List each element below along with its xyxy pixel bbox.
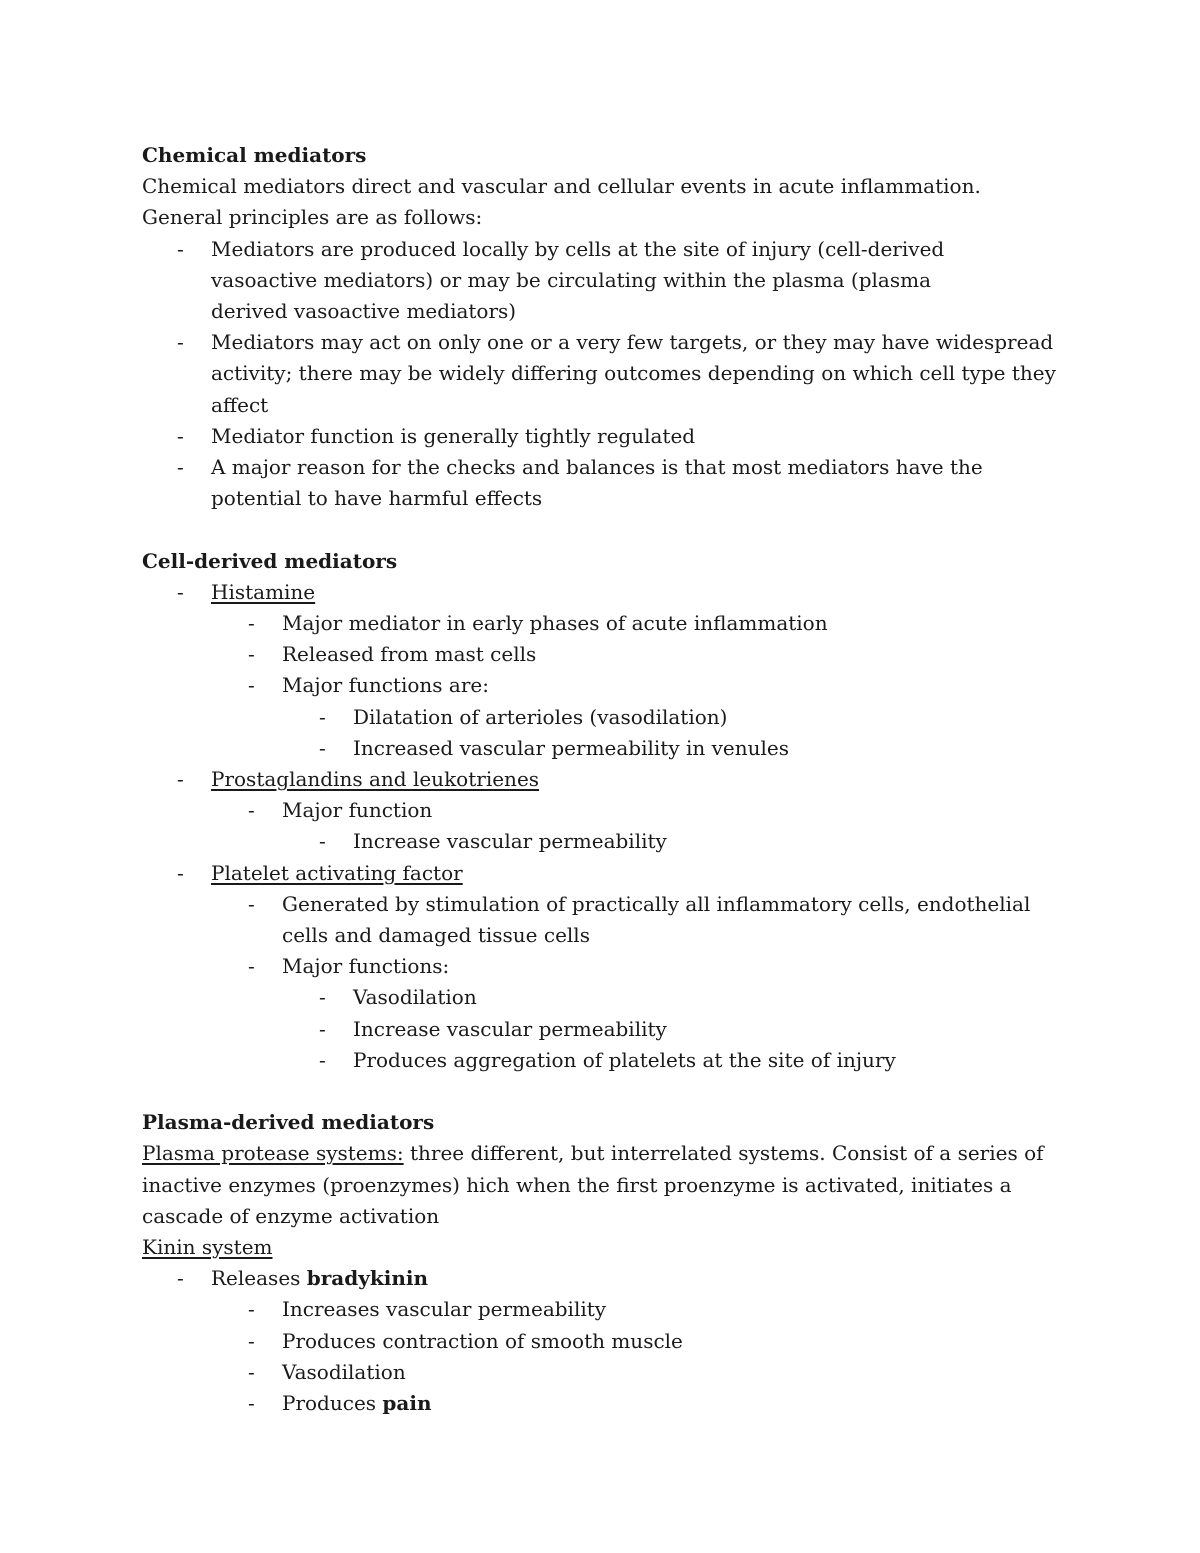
list-item-paf [142, 858, 1072, 889]
section-heading-cell-derived-mediators: Cell-derived mediators [142, 548, 398, 573]
spacer [142, 1076, 1072, 1107]
histamine-functions [142, 702, 1072, 764]
pain-prefix: Produces [282, 1391, 383, 1416]
point-text: Major mediator in early phases of acute inflammation [282, 611, 828, 636]
pain-term: pain [382, 1391, 432, 1416]
point-text: Released from mast cells [282, 642, 537, 667]
protease-paragraph [142, 1138, 1062, 1232]
function-text: Vasodilation [353, 985, 477, 1010]
list-item [142, 670, 1072, 701]
spacer [142, 514, 1072, 545]
cell-mediator-list [142, 858, 1072, 889]
list-item [142, 733, 1072, 764]
cell-mediator-list [142, 577, 1072, 608]
prostaglandins-functions [142, 826, 1072, 857]
principle-text: A major reason for the checks and balances is that most mediators have the potential to have harmful effects [211, 455, 983, 511]
list-item [142, 889, 1042, 951]
list-item [142, 1045, 1072, 1076]
point-text: Major functions are: [282, 673, 489, 698]
principle-text: Mediators may act on only one or a very few targets, or they may have widespread activity; there may be widely differing outcomes depending on which cell type they affect [211, 330, 1056, 417]
effect-text: Increases vascular permeability [282, 1297, 607, 1322]
principle-text: Mediators are produced locally by cells at the site of injury (cell-derived vasoactive mediators) or may be circulating within the plasma (plasma derived vasoactive mediators) [211, 236, 945, 324]
list-item-prostaglandins [142, 764, 1072, 795]
function-text: Increase vascular permeability [353, 829, 667, 854]
principles-list [142, 234, 1072, 515]
list-item [142, 1014, 1072, 1045]
point-text: Major function [282, 798, 433, 823]
histamine-label: Histamine [211, 579, 316, 604]
list-item-histamine [142, 577, 1072, 608]
list-item [142, 1294, 1072, 1325]
prostaglandins-label: Prostaglandins and leukotrienes [211, 767, 540, 792]
list-item-bradykinin [142, 1263, 1072, 1294]
list-item [142, 608, 1072, 639]
function-text: Produces aggregation of platelets at the site of injury [353, 1047, 896, 1072]
list-item [142, 702, 1072, 733]
list-item [142, 795, 1072, 826]
list-item [142, 1357, 1072, 1388]
releases-prefix: Releases [211, 1266, 307, 1291]
list-item [142, 1326, 1072, 1357]
section-heading-chemical-mediators: Chemical mediators [142, 143, 367, 167]
principle-item [142, 421, 1072, 452]
kinin-system-heading [142, 1232, 1072, 1263]
histamine-points [142, 608, 1072, 702]
kinin-list [142, 1263, 1072, 1294]
list-item [142, 982, 1072, 1013]
list-item [142, 826, 1072, 857]
function-text: Dilatation of arterioles (vasodilation) [353, 704, 728, 729]
list-item [142, 639, 1072, 670]
list-item [142, 1388, 1072, 1419]
point-text: Generated by stimulation of practically all inflammatory cells, endothelial cells and damaged tissue cells [282, 891, 1031, 948]
document-page [142, 140, 1072, 1419]
list-item [142, 951, 1072, 982]
principle-item [142, 327, 1071, 421]
intro-text: Chemical mediators direct and vascular and cellular events in acute inflammation. [142, 174, 981, 199]
paf-label: Platelet activating factor [211, 860, 463, 885]
principle-item [142, 452, 1041, 514]
paf-functions [142, 982, 1072, 1076]
section-heading-plasma-derived-mediators: Plasma-derived mediators [142, 1110, 435, 1135]
effect-text: Produces contraction of smooth muscle [282, 1328, 683, 1353]
prostaglandins-points [142, 795, 1072, 826]
paf-points [142, 889, 1072, 983]
principles-lead-text: General principles are as follows: [142, 205, 483, 230]
principle-text: Mediator function is generally tightly regulated [211, 423, 696, 448]
bradykinin-effects [142, 1294, 1072, 1419]
function-text: Increased vascular permeability in venules [353, 735, 790, 760]
principle-item [142, 234, 1001, 328]
point-text: Major functions: [282, 954, 450, 979]
bradykinin-term: bradykinin [306, 1266, 429, 1291]
protease-label: Plasma protease systems: [142, 1141, 404, 1166]
protease-text: three different, but interrelated systems. Consist of a series of inactive enzymes (proenzymes) hich when the first proenzyme is activated, initiates a cascade of enzyme activation [142, 1141, 1044, 1228]
effect-text: Vasodilation [282, 1359, 406, 1384]
cell-mediator-list [142, 764, 1072, 795]
kinin-label: Kinin system [142, 1235, 273, 1260]
function-text: Increase vascular permeability [353, 1016, 667, 1041]
